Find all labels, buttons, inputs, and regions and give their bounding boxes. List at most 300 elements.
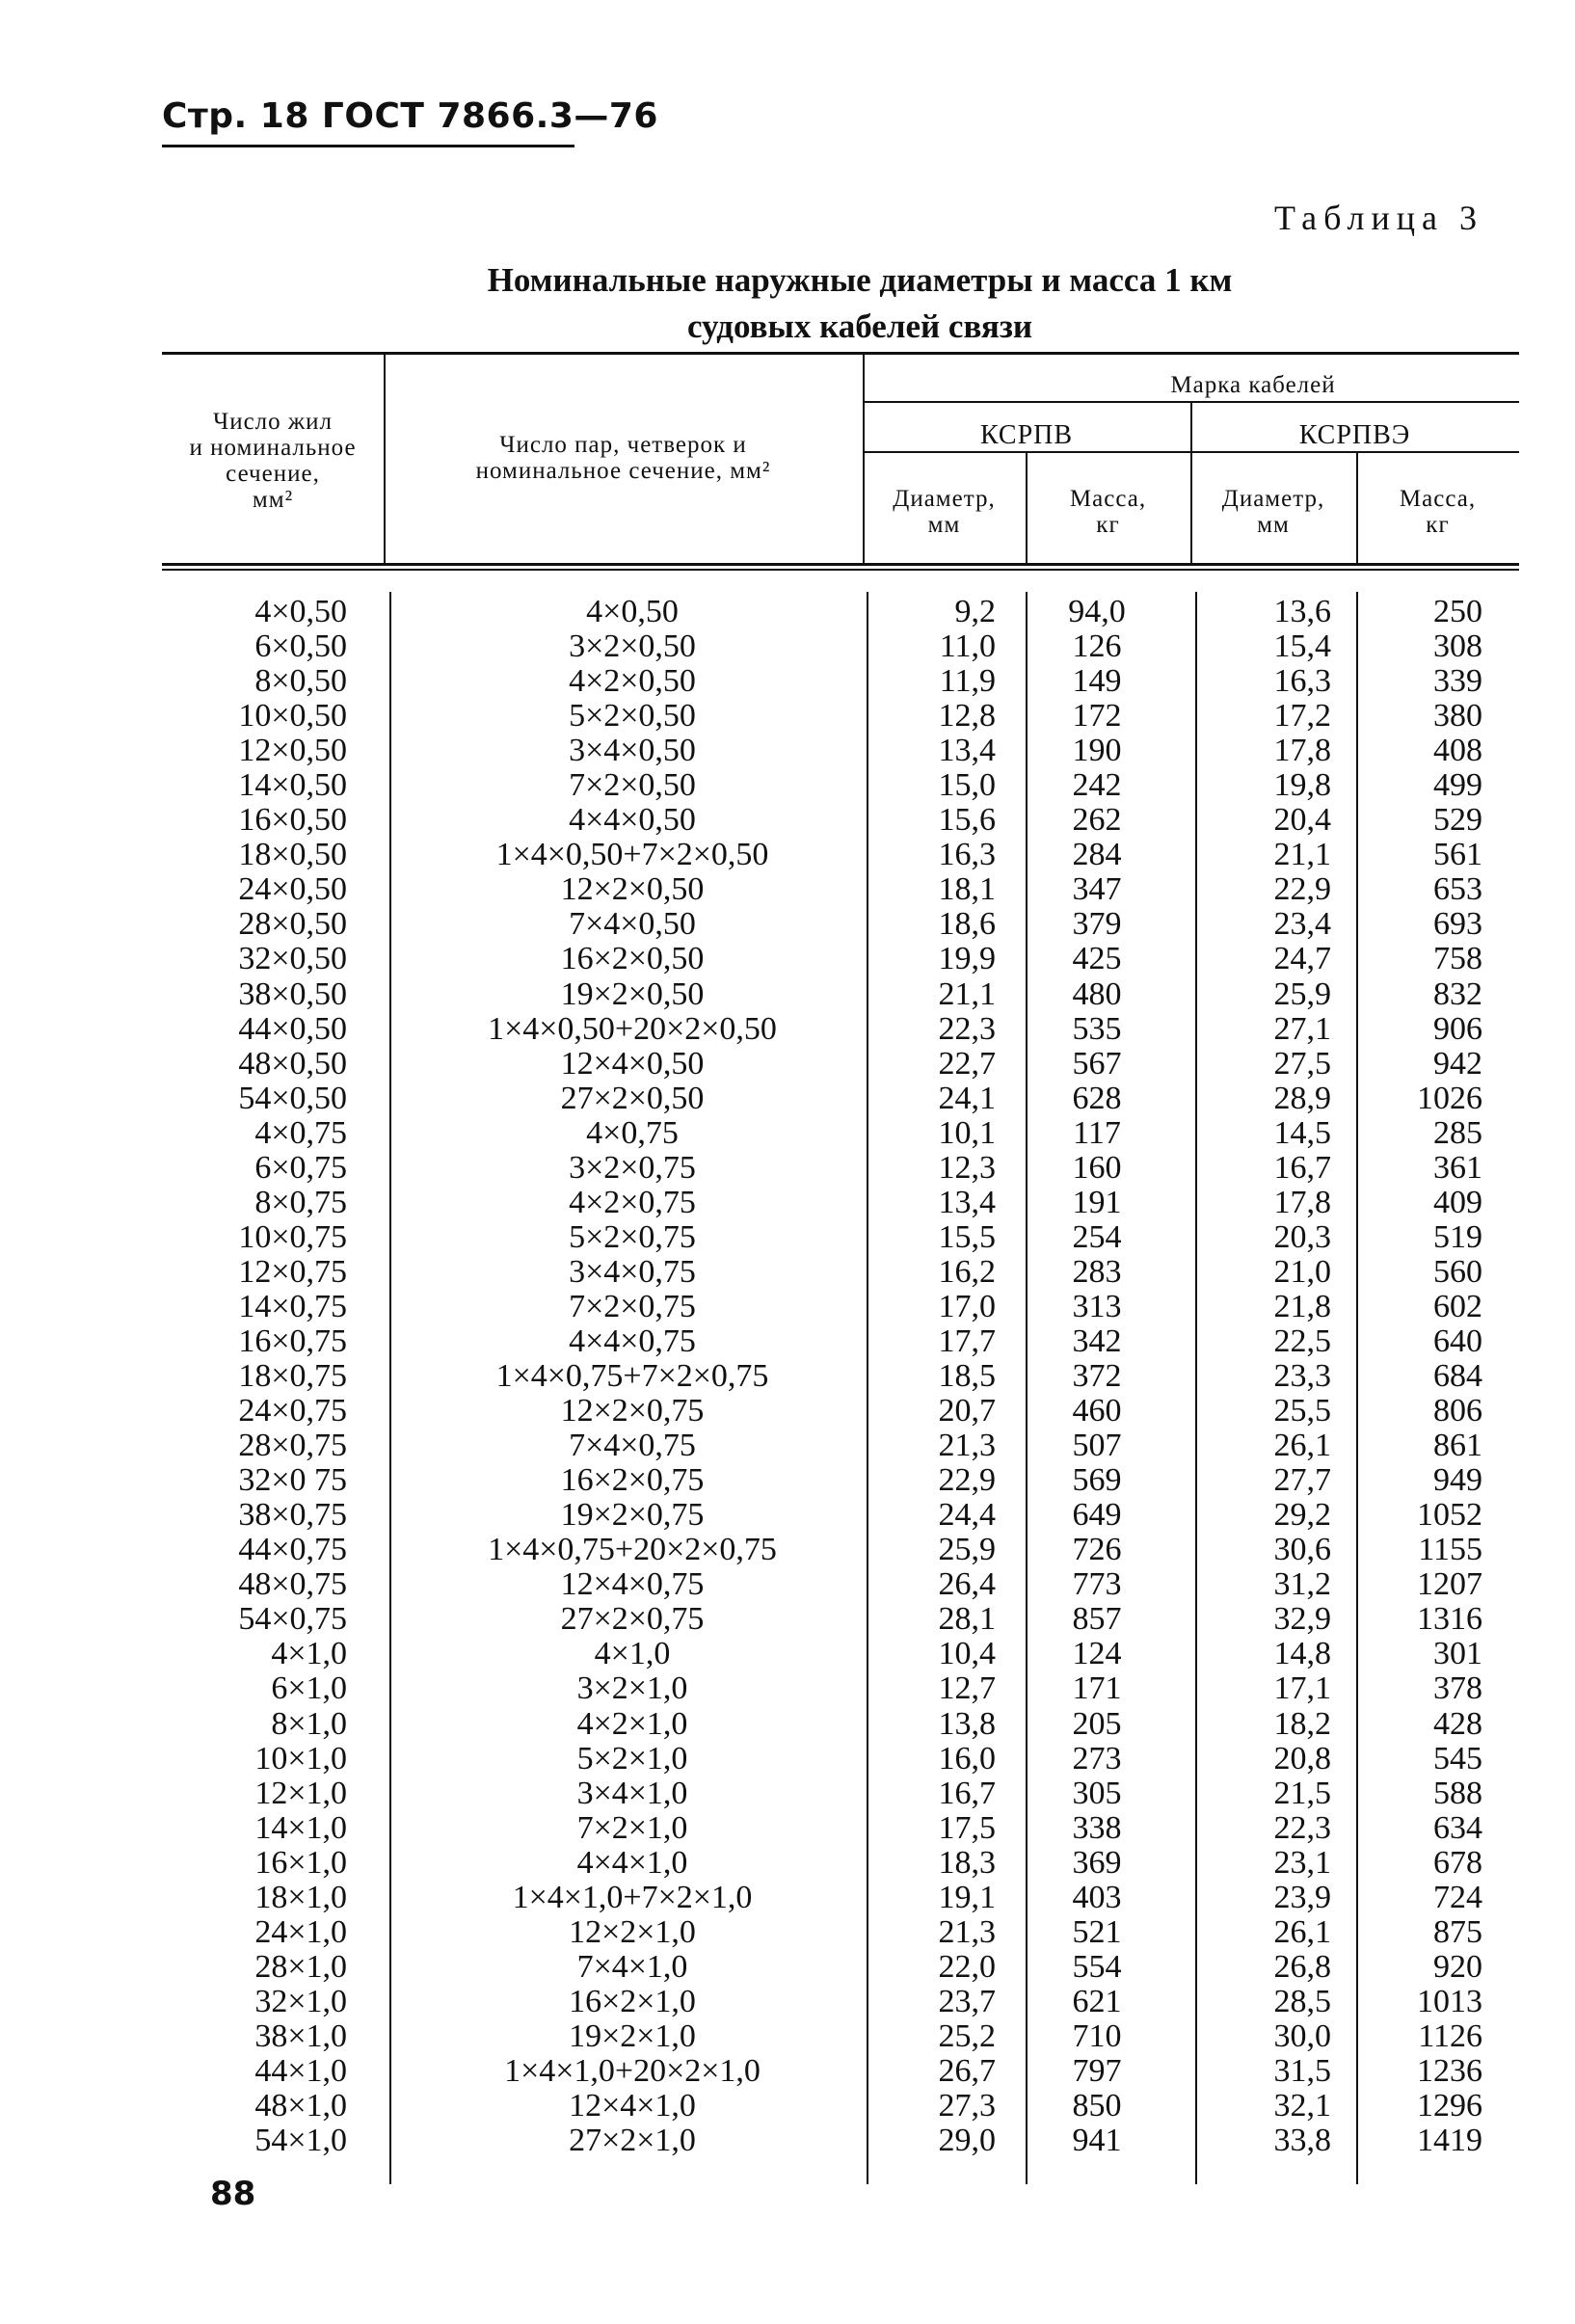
- table-cell: 1155: [1418, 1532, 1482, 1568]
- table-cell: 10,1: [938, 1114, 996, 1151]
- table-cell: 48×0,50: [238, 1045, 347, 1082]
- table-cell: 4×0,75: [586, 1114, 679, 1151]
- table-cell: 17,8: [1273, 733, 1331, 769]
- table-cell: 480: [1072, 975, 1122, 1012]
- table-cell: 27×2×1,0: [569, 2123, 696, 2159]
- table-cell: 48×1,0: [254, 2088, 347, 2124]
- header-mass-line: Масса,: [1399, 486, 1477, 512]
- table-cell: 906: [1433, 1010, 1482, 1047]
- table-cell: 254: [1072, 1218, 1122, 1255]
- table-cell: 190: [1072, 733, 1122, 769]
- table-cell: 273: [1072, 1740, 1122, 1776]
- table-cell: 172: [1072, 698, 1122, 735]
- table-cell: 301: [1433, 1636, 1482, 1672]
- header-bottom-rule-1: [162, 563, 1519, 566]
- table-cell: 18×0,75: [238, 1358, 347, 1395]
- table-cell: 29,2: [1273, 1497, 1331, 1534]
- table-cell: 28×1,0: [254, 1948, 347, 1985]
- table-cell: 649: [1072, 1497, 1122, 1534]
- table-cell: 628: [1072, 1080, 1122, 1116]
- table-cell: 342: [1072, 1322, 1122, 1359]
- table-cell: 38×0,75: [238, 1497, 347, 1534]
- table-cell: 16×2×0,75: [560, 1462, 705, 1499]
- table-cell: 18,5: [938, 1358, 996, 1395]
- column-wires: [162, 595, 347, 2158]
- table-cell: 4×4×0,75: [569, 1322, 696, 1359]
- table-cell: 16,0: [938, 1740, 996, 1776]
- header-wires-line: мм²: [252, 487, 294, 513]
- table-cell: 283: [1072, 1253, 1122, 1290]
- column-ksrpv-mass: [1029, 595, 1164, 2158]
- header-mass-line: кг: [1096, 512, 1120, 538]
- table-cell: 54×0,50: [238, 1080, 347, 1116]
- table-cell: 8×1,0: [271, 1705, 347, 1742]
- table-cell: 4×1,0: [271, 1636, 347, 1672]
- table-cell: 545: [1433, 1740, 1482, 1776]
- table-cell: 13,4: [938, 1184, 996, 1220]
- table-cell: 27×2×0,50: [560, 1080, 705, 1116]
- table-cell: 16,3: [938, 837, 996, 873]
- table-cell: 12×4×0,50: [560, 1045, 705, 1082]
- table-cell: 27,7: [1273, 1462, 1331, 1499]
- table-cell: 15,0: [938, 767, 996, 804]
- table-cell: 22,9: [1273, 871, 1331, 908]
- table-cell: 242: [1072, 767, 1122, 804]
- table-cell: 20,3: [1273, 1218, 1331, 1255]
- table-cell: 832: [1433, 975, 1482, 1012]
- table-cell: 31,5: [1273, 2052, 1331, 2089]
- table-cell: 653: [1433, 871, 1482, 908]
- table-cell: 588: [1433, 1775, 1482, 1811]
- table-cell: 3×2×1,0: [576, 1670, 688, 1707]
- table-cell: 16×1,0: [254, 1844, 347, 1881]
- table-cell: 24×1,0: [254, 1913, 347, 1950]
- table-cell: 7×2×0,75: [569, 1288, 696, 1324]
- table-cell: 44×0,50: [238, 1010, 347, 1047]
- table-cell: 262: [1072, 802, 1122, 839]
- table-cell: 726: [1072, 1532, 1122, 1568]
- table-cell: 569: [1072, 1462, 1122, 1499]
- table-cell: 678: [1433, 1844, 1482, 1881]
- table-cell: 507: [1072, 1428, 1122, 1464]
- table-cell: 4×4×1,0: [576, 1844, 688, 1881]
- table-cell: 171: [1072, 1670, 1122, 1707]
- table-cell: 4×0,50: [586, 594, 679, 629]
- table-cell: 3×2×0,50: [569, 628, 696, 665]
- table-cell: 372: [1072, 1358, 1122, 1395]
- table-cell: 26,8: [1273, 1948, 1331, 1985]
- table-cell: 28×0,50: [238, 906, 347, 943]
- table-label: Таблица 3: [1274, 199, 1483, 237]
- table-cell: 797: [1072, 2052, 1122, 2089]
- table-cell: 22,0: [938, 1948, 996, 1985]
- table-cell: 18×1,0: [254, 1879, 347, 1915]
- table-cell: 15,6: [938, 802, 996, 839]
- header-mass-line: кг: [1426, 512, 1450, 538]
- header-wires-line: сечение,: [226, 461, 320, 487]
- table-cell: 10×0,50: [238, 698, 347, 735]
- header-mass-line: Масса,: [1069, 486, 1147, 512]
- column-pairs: [391, 595, 873, 2158]
- table-cell: 460: [1072, 1393, 1122, 1429]
- header-ksrpve-mass: [1356, 486, 1519, 538]
- table-cell: 12×0,50: [238, 733, 347, 769]
- table-cell: 31,2: [1273, 1566, 1331, 1603]
- table-cell: 32×0,50: [238, 941, 347, 977]
- table-cell: 379: [1072, 906, 1122, 943]
- table-cell: 22,3: [1273, 1809, 1331, 1846]
- table-cell: 17,8: [1273, 1184, 1331, 1220]
- table-cell: 21,5: [1273, 1775, 1331, 1811]
- table-cell: 27,3: [938, 2088, 996, 2124]
- table-cell: 4×2×0,50: [569, 663, 696, 700]
- table-cell: 16,7: [1273, 1149, 1331, 1186]
- table-cell: 21,1: [1273, 837, 1331, 873]
- table-cell: 758: [1433, 941, 1482, 977]
- table-cell: 12,7: [938, 1670, 996, 1707]
- table-cell: 19×2×0,75: [560, 1497, 705, 1534]
- table-cell: 602: [1433, 1288, 1482, 1324]
- table-cell: 554: [1072, 1948, 1122, 1985]
- table-cell: 19×2×0,50: [560, 975, 705, 1012]
- header-ksrpv-mass: [1026, 486, 1190, 538]
- table-cell: 8×0,50: [254, 663, 347, 700]
- table-cell: 621: [1072, 1983, 1122, 2019]
- table-cell: 634: [1433, 1809, 1482, 1846]
- table-cell: 12,8: [938, 698, 996, 735]
- table-top-rule: [162, 352, 1519, 355]
- header-brand: Марка кабелей: [1170, 372, 1336, 398]
- table-cell: 361: [1433, 1149, 1482, 1186]
- table-cell: 920: [1433, 1948, 1482, 1985]
- table-cell: 339: [1433, 663, 1482, 700]
- table-cell: 3×4×0,50: [569, 733, 696, 769]
- table-cell: 205: [1072, 1705, 1122, 1742]
- table-cell: 21,0: [1273, 1253, 1331, 1290]
- table-cell: 521: [1072, 1913, 1122, 1950]
- table-cell: 32,9: [1273, 1601, 1331, 1638]
- table-cell: 30,0: [1273, 2017, 1331, 2054]
- table-caption: [0, 257, 1575, 350]
- table-cell: 11,0: [939, 628, 996, 665]
- header-diam-line: Диаметр,: [893, 486, 996, 512]
- table-cell: 1126: [1418, 2017, 1482, 2054]
- table-cell: 942: [1433, 1045, 1482, 1082]
- table-cell: 499: [1433, 767, 1482, 804]
- table-cell: 1316: [1417, 1601, 1482, 1638]
- table-cell: 28×0,75: [238, 1428, 347, 1464]
- table-cell: 17,5: [938, 1809, 996, 1846]
- table-cell: 24×0,50: [238, 871, 347, 908]
- table-cell: 32,1: [1273, 2088, 1331, 2124]
- table-cell: 6×1,0: [271, 1670, 347, 1707]
- header-wires-line: и номинальное: [189, 435, 357, 461]
- table-cell: 3×4×1,0: [576, 1775, 688, 1811]
- table-cell: 24,1: [938, 1080, 996, 1116]
- table-cell: 640: [1433, 1322, 1482, 1359]
- table-cell: 1×4×1,0+7×2×1,0: [512, 1879, 753, 1915]
- header-pairs-line: номинальное сечение, мм²: [475, 458, 771, 484]
- table-cell: 7×4×0,75: [569, 1428, 696, 1464]
- table-cell: 16×2×1,0: [569, 1983, 696, 2019]
- table-cell: 38×1,0: [254, 2017, 347, 2054]
- table-cell: 22,3: [938, 1010, 996, 1047]
- table-cell: 403: [1072, 1879, 1122, 1915]
- table-cell: 25,2: [938, 2017, 996, 2054]
- table-cell: 20,7: [938, 1393, 996, 1429]
- table-cell: 10,4: [938, 1636, 996, 1672]
- table-cell: 48×0,75: [238, 1566, 347, 1603]
- table-cell: 535: [1072, 1010, 1122, 1047]
- table-cell: 17,7: [938, 1322, 996, 1359]
- table-cell: 408: [1433, 733, 1482, 769]
- table-cell: 12×4×1,0: [569, 2088, 696, 2124]
- table-cell: 567: [1072, 1045, 1122, 1082]
- header-pairs: [384, 432, 863, 484]
- table-cell: 28,1: [938, 1601, 996, 1638]
- table-cell: 16,3: [1273, 663, 1331, 700]
- table-cell: 560: [1433, 1253, 1482, 1290]
- table-cell: 285: [1433, 1114, 1482, 1151]
- table-cell: 94,0: [1068, 594, 1126, 629]
- table-cell: 338: [1072, 1809, 1122, 1846]
- column-ksrpve-diameter: [1191, 595, 1331, 2158]
- table-cell: 22,7: [938, 1045, 996, 1082]
- table-cell: 12×1,0: [254, 1775, 347, 1811]
- table-cell: 25,5: [1273, 1393, 1331, 1429]
- body-vrule-3: [1026, 592, 1028, 2184]
- table-cell: 16×0,50: [238, 802, 347, 839]
- table-cell: 124: [1072, 1636, 1122, 1672]
- header-bottom-rule-2: [162, 569, 1519, 571]
- table-cell: 17,0: [938, 1288, 996, 1324]
- table-cell: 9,2: [954, 594, 996, 629]
- header-ksrpv-diam: [863, 486, 1026, 538]
- table-cell: 14×1,0: [254, 1809, 347, 1846]
- table-cell: 27,1: [1273, 1010, 1331, 1047]
- table-cell: 3×2×0,75: [569, 1149, 696, 1186]
- table-cell: 32×1,0: [254, 1983, 347, 2019]
- table-cell: 380: [1433, 698, 1482, 735]
- table-cell: 22,5: [1273, 1322, 1331, 1359]
- table-cell: 23,7: [938, 1983, 996, 2019]
- table-cell: 23,9: [1273, 1879, 1331, 1915]
- table-cell: 1×4×0,75+7×2×0,75: [495, 1358, 769, 1395]
- table-cell: 773: [1072, 1566, 1122, 1603]
- table-cell: 1419: [1417, 2123, 1482, 2159]
- table-cell: 24,7: [1273, 941, 1331, 977]
- table-cell: 8×0,75: [254, 1184, 347, 1220]
- table-cell: 14×0,75: [238, 1288, 347, 1324]
- table-cell: 857: [1072, 1601, 1122, 1638]
- table-cell: 684: [1433, 1358, 1482, 1395]
- table-cell: 529: [1433, 802, 1482, 839]
- table-cell: 30,6: [1273, 1532, 1331, 1568]
- table-cell: 23,4: [1273, 906, 1331, 943]
- header-wires-line: Число жил: [212, 409, 334, 435]
- table-cell: 25,9: [938, 1532, 996, 1568]
- column-ksrpv-diameter: [868, 595, 996, 2158]
- header-wires: [162, 409, 384, 513]
- table-cell: 5×2×0,75: [569, 1218, 696, 1255]
- table-cell: 160: [1072, 1149, 1122, 1186]
- table-cell: 14,8: [1273, 1636, 1331, 1672]
- table-cell: 44×0,75: [238, 1532, 347, 1568]
- table-cell: 12×2×0,75: [560, 1393, 705, 1429]
- table-cell: 1296: [1417, 2088, 1482, 2124]
- table-cell: 5×2×1,0: [576, 1740, 688, 1776]
- table-cell: 38×0,50: [238, 975, 347, 1012]
- table-cell: 710: [1072, 2017, 1122, 2054]
- table-cell: 16×0,75: [238, 1322, 347, 1359]
- table-cell: 26,1: [1273, 1428, 1331, 1464]
- table-cell: 5×2×0,50: [569, 698, 696, 735]
- table-cell: 10×1,0: [254, 1740, 347, 1776]
- header-pairs-line: Число пар, четверок и: [499, 432, 747, 458]
- table-cell: 4×0,50: [254, 594, 347, 629]
- table-cell: 4×2×0,75: [569, 1184, 696, 1220]
- table-cell: 6×0,75: [254, 1149, 347, 1186]
- table-cell: 191: [1072, 1184, 1122, 1220]
- table-cell: 19×2×1,0: [569, 2017, 696, 2054]
- table-cell: 44×1,0: [254, 2052, 347, 2089]
- table-cell: 1×4×0,50+7×2×0,50: [495, 837, 769, 873]
- table-cell: 23,1: [1273, 1844, 1331, 1881]
- table-cell: 18,2: [1273, 1705, 1331, 1742]
- table-cell: 13,4: [938, 733, 996, 769]
- table-cell: 26,4: [938, 1566, 996, 1603]
- table-cell: 29,0: [938, 2123, 996, 2159]
- running-head: Стр. 18 ГОСТ 7866.3—76: [162, 96, 658, 136]
- table-cell: 12×0,75: [238, 1253, 347, 1290]
- table-cell: 1013: [1417, 1983, 1482, 2019]
- table-cell: 1×4×0,50+20×2×0,50: [488, 1010, 777, 1047]
- table-cell: 561: [1433, 837, 1482, 873]
- table-cell: 21,3: [938, 1913, 996, 1950]
- table-cell: 18,3: [938, 1844, 996, 1881]
- table-cell: 15,4: [1273, 628, 1331, 665]
- table-cell: 149: [1072, 663, 1122, 700]
- header-ksrpve-diam: [1190, 486, 1356, 538]
- table-cell: 693: [1433, 906, 1482, 943]
- table-cell: 126: [1072, 628, 1122, 665]
- table-cell: 13,6: [1273, 594, 1331, 629]
- table-cell: 23,3: [1273, 1358, 1331, 1395]
- table-cell: 32×0 75: [238, 1462, 347, 1499]
- table-cell: 12×2×0,50: [560, 871, 705, 908]
- table-cell: 117: [1073, 1114, 1121, 1151]
- table-cell: 24×0,75: [238, 1393, 347, 1429]
- table-cell: 22,9: [938, 1462, 996, 1499]
- table-cell: 16×2×0,50: [560, 941, 705, 977]
- table-cell: 17,1: [1273, 1670, 1331, 1707]
- table-cell: 428: [1433, 1705, 1482, 1742]
- table-cell: 24,4: [938, 1497, 996, 1534]
- table-cell: 17,2: [1273, 698, 1331, 735]
- table-cell: 12,3: [938, 1149, 996, 1186]
- page-number: 88: [210, 2175, 256, 2213]
- table-cell: 3×4×0,75: [569, 1253, 696, 1290]
- table-cell: 20,8: [1273, 1740, 1331, 1776]
- table-cell: 4×1,0: [594, 1636, 671, 1672]
- table-cell: 25,9: [1273, 975, 1331, 1012]
- table-cell: 20,4: [1273, 802, 1331, 839]
- table-cell: 305: [1072, 1775, 1122, 1811]
- running-head-rule: [162, 145, 574, 147]
- table-cell: 21,3: [938, 1428, 996, 1464]
- table-cell: 19,8: [1273, 767, 1331, 804]
- caption-line-2: судовых кабелей связи: [686, 307, 1033, 345]
- table-cell: 850: [1072, 2088, 1122, 2124]
- table-cell: 15,5: [938, 1218, 996, 1255]
- table-cell: 369: [1072, 1844, 1122, 1881]
- header-diam-line: мм: [1257, 512, 1290, 538]
- table-cell: 250: [1433, 594, 1482, 629]
- table-cell: 7×4×1,0: [576, 1948, 688, 1985]
- table-cell: 19,9: [938, 941, 996, 977]
- table-cell: 1026: [1417, 1080, 1482, 1116]
- header-diam-line: Диаметр,: [1221, 486, 1325, 512]
- table-cell: 7×4×0,50: [569, 906, 696, 943]
- table-cell: 1052: [1417, 1497, 1482, 1534]
- table-cell: 4×0,75: [254, 1114, 347, 1151]
- table-cell: 378: [1433, 1670, 1482, 1707]
- table-cell: 875: [1433, 1913, 1482, 1950]
- table-cell: 861: [1433, 1428, 1482, 1464]
- table-cell: 16,2: [938, 1253, 996, 1290]
- table-cell: 26,7: [938, 2052, 996, 2089]
- table-cell: 313: [1072, 1288, 1122, 1324]
- body-vrule-5: [1356, 592, 1358, 2184]
- table-cell: 941: [1072, 2123, 1122, 2159]
- table-cell: 54×1,0: [254, 2123, 347, 2159]
- table-cell: 14×0,50: [238, 767, 347, 804]
- caption-line-1: Номинальные наружные диаметры и масса 1 км: [487, 261, 1233, 299]
- table-cell: 519: [1433, 1218, 1482, 1255]
- table-cell: 347: [1072, 871, 1122, 908]
- table-cell: 33,8: [1273, 2123, 1331, 2159]
- table-cell: 11,9: [939, 663, 996, 700]
- table-cell: 27×2×0,75: [560, 1601, 705, 1638]
- table-cell: 806: [1433, 1393, 1482, 1429]
- table-cell: 21,1: [938, 975, 996, 1012]
- table-cell: 4×2×1,0: [576, 1705, 688, 1742]
- table-cell: 284: [1072, 837, 1122, 873]
- table-cell: 21,8: [1273, 1288, 1331, 1324]
- table-cell: 1207: [1417, 1566, 1482, 1603]
- table-cell: 18,6: [938, 906, 996, 943]
- table-cell: 14,5: [1273, 1114, 1331, 1151]
- header-ksrpv: КСРПВ: [979, 420, 1074, 450]
- table-cell: 1×4×1,0+20×2×1,0: [504, 2052, 761, 2089]
- header-ksrpve: КСРПВЭ: [1298, 420, 1411, 450]
- table-cell: 10×0,75: [238, 1218, 347, 1255]
- table-cell: 18,1: [938, 871, 996, 908]
- table-cell: 12×4×0,75: [560, 1566, 705, 1603]
- table-cell: 425: [1072, 941, 1122, 977]
- table-cell: 7×2×0,50: [569, 767, 696, 804]
- table-cell: 28,9: [1273, 1080, 1331, 1116]
- table-cell: 12×2×1,0: [569, 1913, 696, 1950]
- column-ksrpve-mass: [1359, 595, 1482, 2158]
- table-cell: 13,8: [938, 1705, 996, 1742]
- table-cell: 16,7: [938, 1775, 996, 1811]
- table-cell: 4×4×0,50: [569, 802, 696, 839]
- table-cell: 28,5: [1273, 1983, 1331, 2019]
- table-cell: 1236: [1417, 2052, 1482, 2089]
- table-cell: 1×4×0,75+20×2×0,75: [488, 1532, 777, 1568]
- table-cell: 949: [1433, 1462, 1482, 1499]
